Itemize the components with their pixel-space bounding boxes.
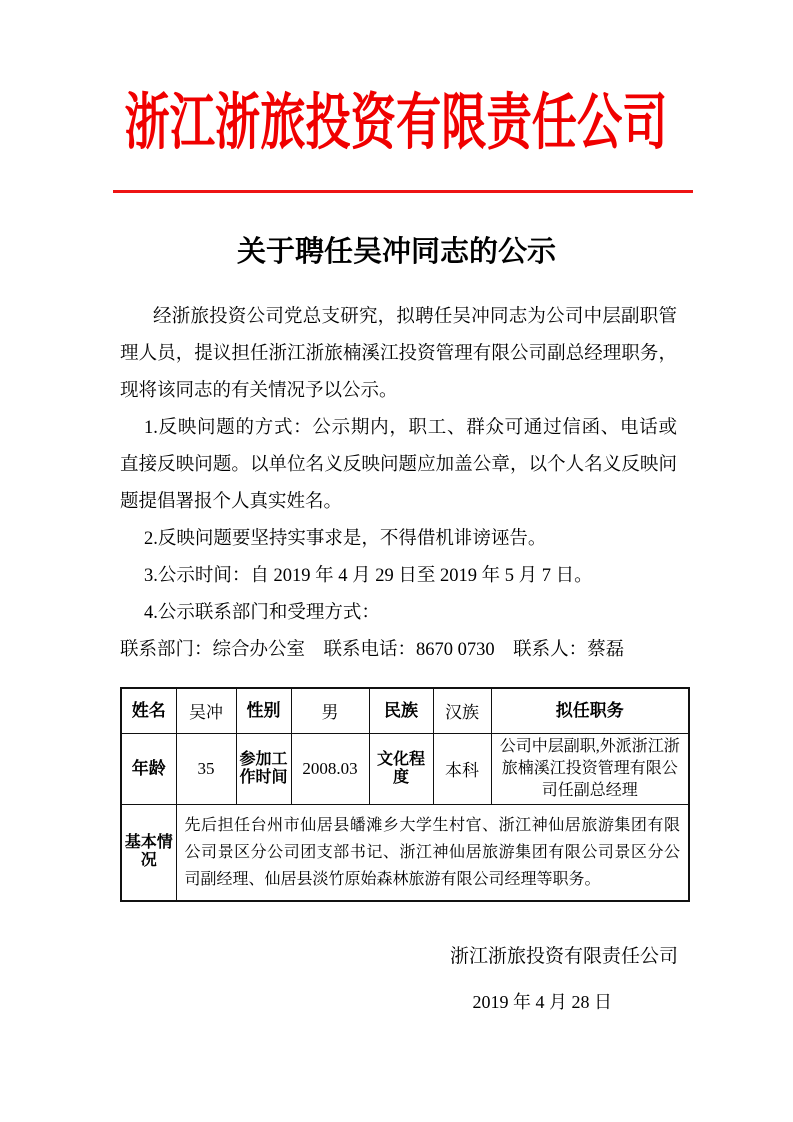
- value-gender: 男: [291, 688, 369, 733]
- signature-organization: 浙江浙旅投资有限责任公司: [449, 946, 678, 967]
- label-ethnicity: 民族: [369, 688, 433, 733]
- value-ethnicity: 汉族: [433, 688, 491, 733]
- signature-date: 2019 年 4 月 28 日: [472, 992, 612, 1012]
- value-education: 本科: [433, 733, 491, 804]
- label-education: 文化程度: [369, 733, 433, 804]
- label-work-start-date: 参加工作时间: [236, 733, 291, 804]
- body-line: 现将该同志的有关情况予以公示。: [120, 381, 398, 401]
- table-row: [121, 688, 689, 733]
- body-line: 3.公示时间：自 2019 年 4 月 29 日至 2019 年 5 月 7 日。: [144, 566, 593, 586]
- body-line: 直接反映问题。以单位名义反映问题应加盖公章，以个人名义反映问: [120, 455, 677, 475]
- body-line: 理人员，提议担任浙江浙旅楠溪江投资管理有限公司副总经理职务，: [120, 344, 677, 364]
- candidate-info-table: [120, 687, 690, 902]
- page-title: 关于聘任吴冲同志的公示: [236, 236, 556, 268]
- letterhead-divider-rule: [113, 190, 693, 193]
- body-text: [120, 299, 677, 669]
- label-gender: 性别: [236, 688, 291, 733]
- letterhead-company-name: 浙江浙旅投资有限责任公司: [125, 88, 668, 157]
- body-line: 经浙旅投资公司党总支研究，拟聘任吴冲同志为公司中层副职管: [153, 307, 677, 327]
- value-basic-profile: 先后担任台州市仙居县皤滩乡大学生村官、浙江神仙居旅游集团有限公司景区分公司团支部书记、浙江神仙居旅游集团有限公司景区分公司副经理、仙居县淡竹原始森林旅游有限公司经理等职务。: [176, 804, 689, 901]
- body-line: 2.反映问题要坚持实事求是，不得借机诽谤诬告。: [144, 529, 547, 549]
- letterhead: [0, 84, 793, 177]
- table-row: [121, 804, 689, 901]
- table-row: [121, 733, 689, 804]
- body-line: 题提倡署报个人真实姓名。: [120, 492, 343, 512]
- body-line: 4.公示联系部门和受理方式：: [144, 603, 380, 623]
- label-proposed-position: 拟任职务: [491, 688, 689, 733]
- label-age: 年龄: [121, 733, 176, 804]
- body-line: 1.反映问题的方式：公示期内，职工、群众可通过信函、电话或: [144, 418, 677, 438]
- value-work-start-date: 2008.03: [291, 733, 369, 804]
- value-proposed-position: 公司中层副职,外派浙江浙旅楠溪江投资管理有限公司任副总经理: [491, 733, 689, 804]
- label-name: 姓名: [121, 688, 176, 733]
- label-basic-profile: 基本情况: [121, 804, 176, 901]
- body-line: 联系部门：综合办公室 联系电话：8670 0730 联系人：蔡磊: [120, 640, 625, 660]
- value-age: 35: [176, 733, 236, 804]
- value-name: 吴冲: [176, 688, 236, 733]
